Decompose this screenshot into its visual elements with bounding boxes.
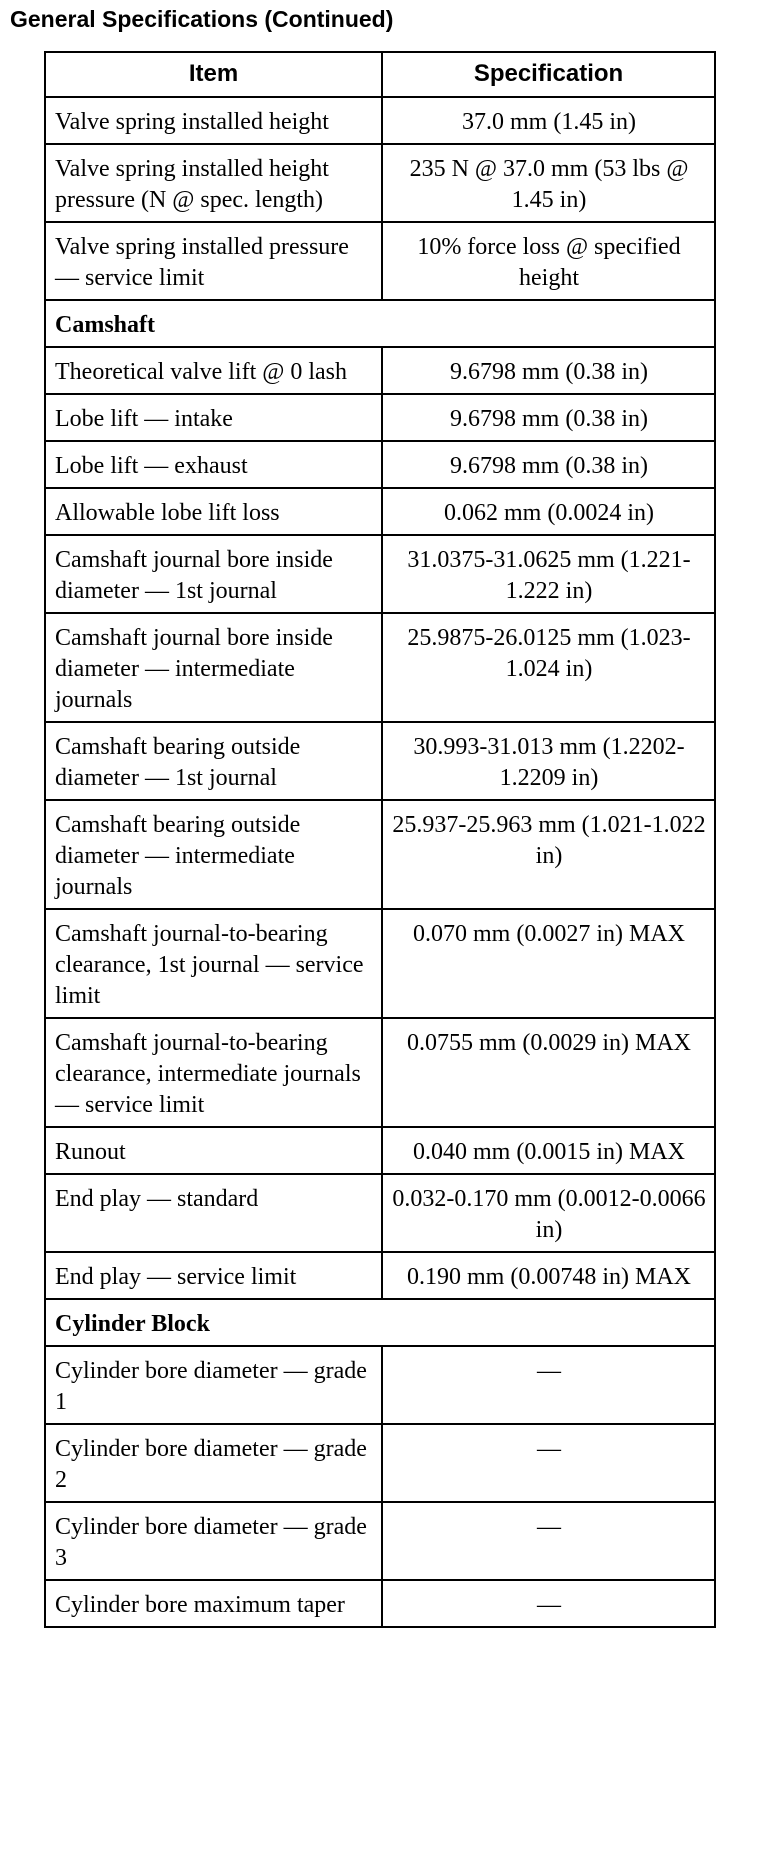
table-row <box>45 909 715 1018</box>
table-row <box>45 800 715 909</box>
table-row <box>45 1018 715 1127</box>
specification-cell: 0.032-0.170 mm (0.0012-0.0066 in) <box>382 1174 715 1252</box>
table-row <box>45 394 715 441</box>
item-cell: Camshaft journal-to-bearing clearance, intermediate journals — service limit <box>45 1018 382 1127</box>
specification-cell: 30.993-31.013 mm (1.2202-1.2209 in) <box>382 722 715 800</box>
specification-cell: 9.6798 mm (0.38 in) <box>382 347 715 394</box>
specification-cell: 0.190 mm (0.00748 in) MAX <box>382 1252 715 1299</box>
item-cell: Valve spring installed pressure — service limit <box>45 222 382 300</box>
item-cell: Lobe lift — exhaust <box>45 441 382 488</box>
item-cell: Cylinder bore diameter — grade 3 <box>45 1502 382 1580</box>
item-cell: End play — service limit <box>45 1252 382 1299</box>
item-cell: Runout <box>45 1127 382 1174</box>
table-row <box>45 1127 715 1174</box>
specification-cell: 10% force loss @ specified height <box>382 222 715 300</box>
table-row <box>45 1580 715 1627</box>
specification-cell: 0.040 mm (0.0015 in) MAX <box>382 1127 715 1174</box>
item-cell: Valve spring installed height pressure (N @ spec. length) <box>45 144 382 222</box>
specification-cell: 0.0755 mm (0.0029 in) MAX <box>382 1018 715 1127</box>
page-title: General Specifications (Continued) <box>10 6 394 32</box>
table-row <box>45 222 715 300</box>
specification-cell: — <box>382 1424 715 1502</box>
table-row <box>45 1346 715 1424</box>
specification-cell: 31.0375-31.0625 mm (1.221-1.222 in) <box>382 535 715 613</box>
section-title: Camshaft <box>45 300 715 347</box>
item-cell: Camshaft bearing outside diameter — intermediate journals <box>45 800 382 909</box>
item-cell: Theoretical valve lift @ 0 lash <box>45 347 382 394</box>
table-body <box>45 97 715 1627</box>
column-header-item: Item <box>45 52 382 97</box>
specification-cell: 25.9875-26.0125 mm (1.023-1.024 in) <box>382 613 715 722</box>
table-row <box>45 97 715 144</box>
table-row <box>45 722 715 800</box>
section-header-row <box>45 1299 715 1346</box>
specification-cell: 235 N @ 37.0 mm (53 lbs @ 1.45 in) <box>382 144 715 222</box>
table-row <box>45 1502 715 1580</box>
table-row <box>45 1174 715 1252</box>
table-row <box>45 1424 715 1502</box>
specification-cell: 37.0 mm (1.45 in) <box>382 97 715 144</box>
table-row <box>45 613 715 722</box>
column-header-specification: Specification <box>382 52 715 97</box>
specification-cell: 0.062 mm (0.0024 in) <box>382 488 715 535</box>
specification-cell: — <box>382 1346 715 1424</box>
item-cell: End play — standard <box>45 1174 382 1252</box>
specification-cell: 25.937-25.963 mm (1.021-1.022 in) <box>382 800 715 909</box>
item-cell: Allowable lobe lift loss <box>45 488 382 535</box>
specification-cell: 0.070 mm (0.0027 in) MAX <box>382 909 715 1018</box>
item-cell: Camshaft journal-to-bearing clearance, 1st journal — service limit <box>45 909 382 1018</box>
table-row <box>45 1252 715 1299</box>
table-row <box>45 488 715 535</box>
item-cell: Valve spring installed height <box>45 97 382 144</box>
item-cell: Camshaft journal bore inside diameter — 1st journal <box>45 535 382 613</box>
specification-cell: — <box>382 1580 715 1627</box>
section-title: Cylinder Block <box>45 1299 715 1346</box>
item-cell: Cylinder bore diameter — grade 1 <box>45 1346 382 1424</box>
specification-cell: — <box>382 1502 715 1580</box>
specifications-table <box>44 51 716 1628</box>
table-row <box>45 535 715 613</box>
item-cell: Cylinder bore maximum taper <box>45 1580 382 1627</box>
table-row <box>45 441 715 488</box>
table-row <box>45 347 715 394</box>
item-cell: Camshaft bearing outside diameter — 1st journal <box>45 722 382 800</box>
item-cell: Camshaft journal bore inside diameter — intermediate journals <box>45 613 382 722</box>
section-header-row <box>45 300 715 347</box>
item-cell: Lobe lift — intake <box>45 394 382 441</box>
table-header-row <box>45 52 715 97</box>
table-row <box>45 144 715 222</box>
specification-cell: 9.6798 mm (0.38 in) <box>382 441 715 488</box>
specification-cell: 9.6798 mm (0.38 in) <box>382 394 715 441</box>
item-cell: Cylinder bore diameter — grade 2 <box>45 1424 382 1502</box>
